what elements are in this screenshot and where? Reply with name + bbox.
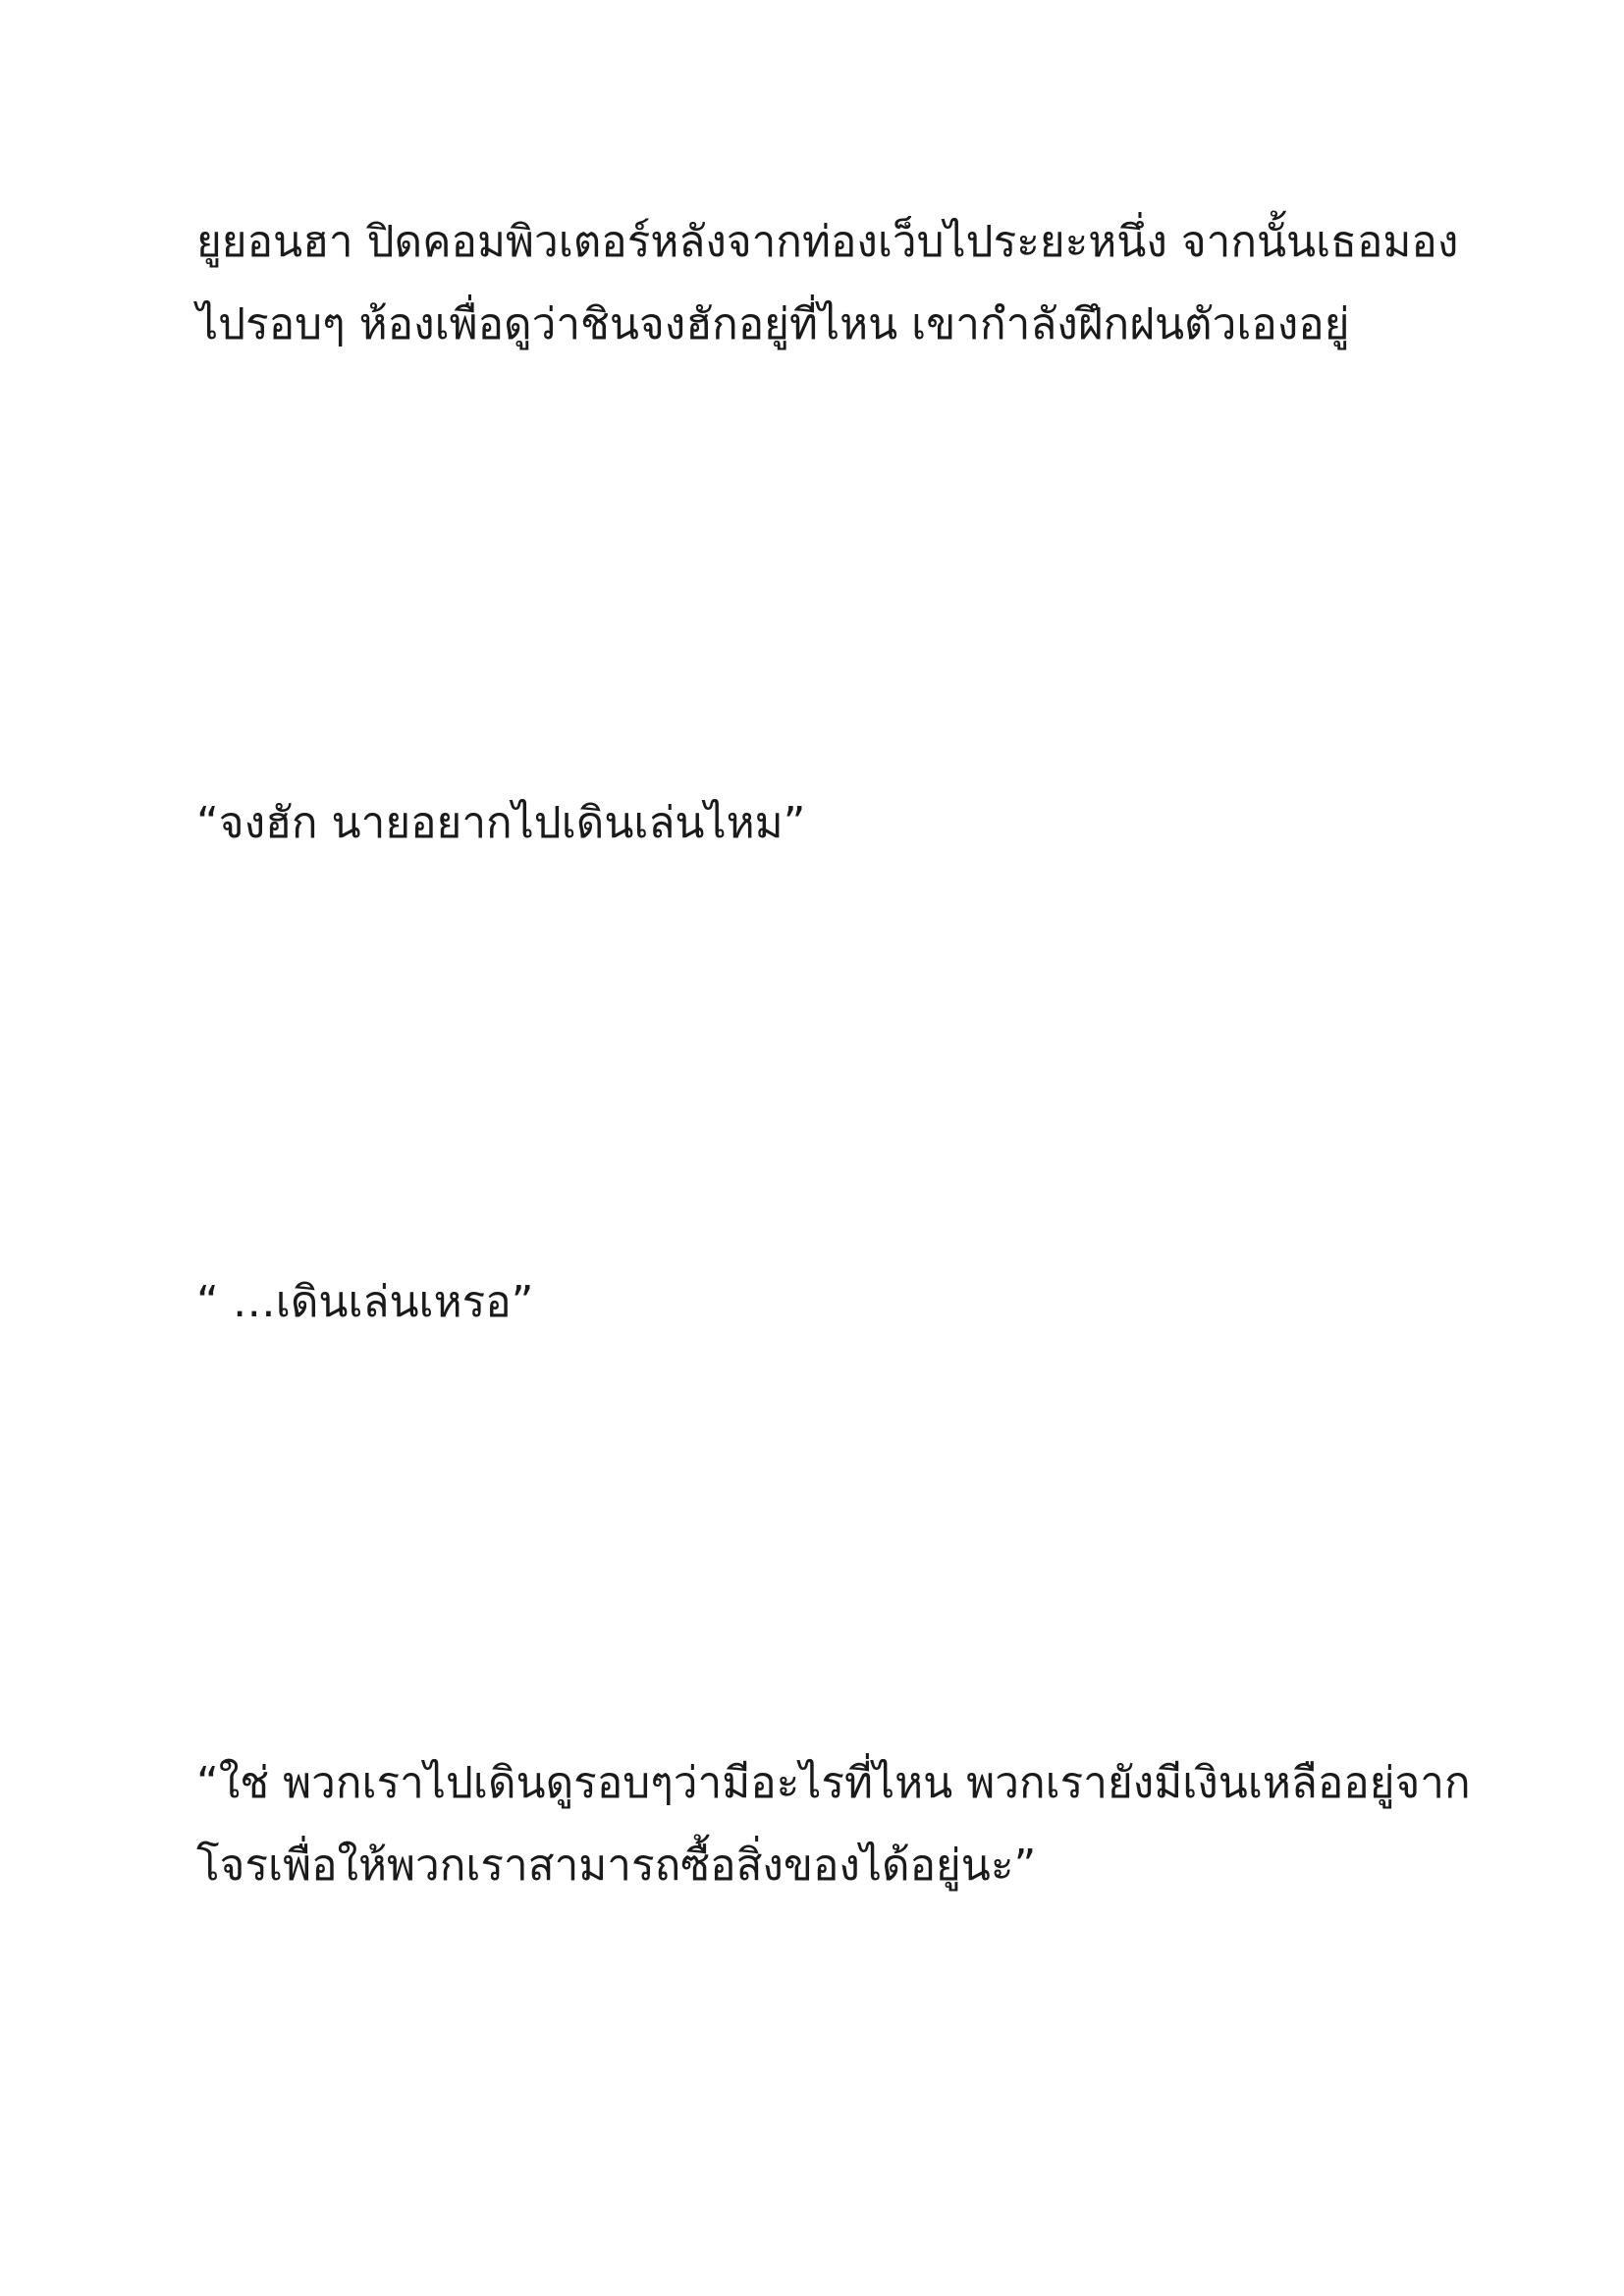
- text-line: “จงฮัก นายอยากไปเดินเล่นไหม”: [196, 798, 806, 848]
- text-line: ยูยอนฮา ปิดคอมพิวเตอร์หลังจากท่องเว็บไประยะหนึ่ง จากนั้นเธอมอง: [196, 217, 1459, 267]
- text-line: ไปรอบๆ ห้องเพื่อดูว่าชินจงฮักอยู่ที่ไหน เขากำลังฝึกฝนตัวเองอยู่: [196, 299, 1350, 349]
- text-line: “ใช่ พวกเราไปเดินดูรอบๆว่ามีอะไรที่ไหน พวกเรายังมีเงินเหลืออยู่จาก: [196, 1758, 1471, 1808]
- text-line: “ …เดินเล่นเหรอ”: [196, 1277, 534, 1327]
- paragraph-dialogue: [196, 1261, 1453, 1344]
- text-line: โจรเพื่อให้พวกเราสามารถซื้อสิ่งของได้อยู่นะ”: [196, 1841, 1037, 1891]
- paragraph-dialogue: [196, 782, 1453, 865]
- paragraph-dialogue: [196, 1742, 1471, 1907]
- paragraph-narration: [196, 201, 1459, 366]
